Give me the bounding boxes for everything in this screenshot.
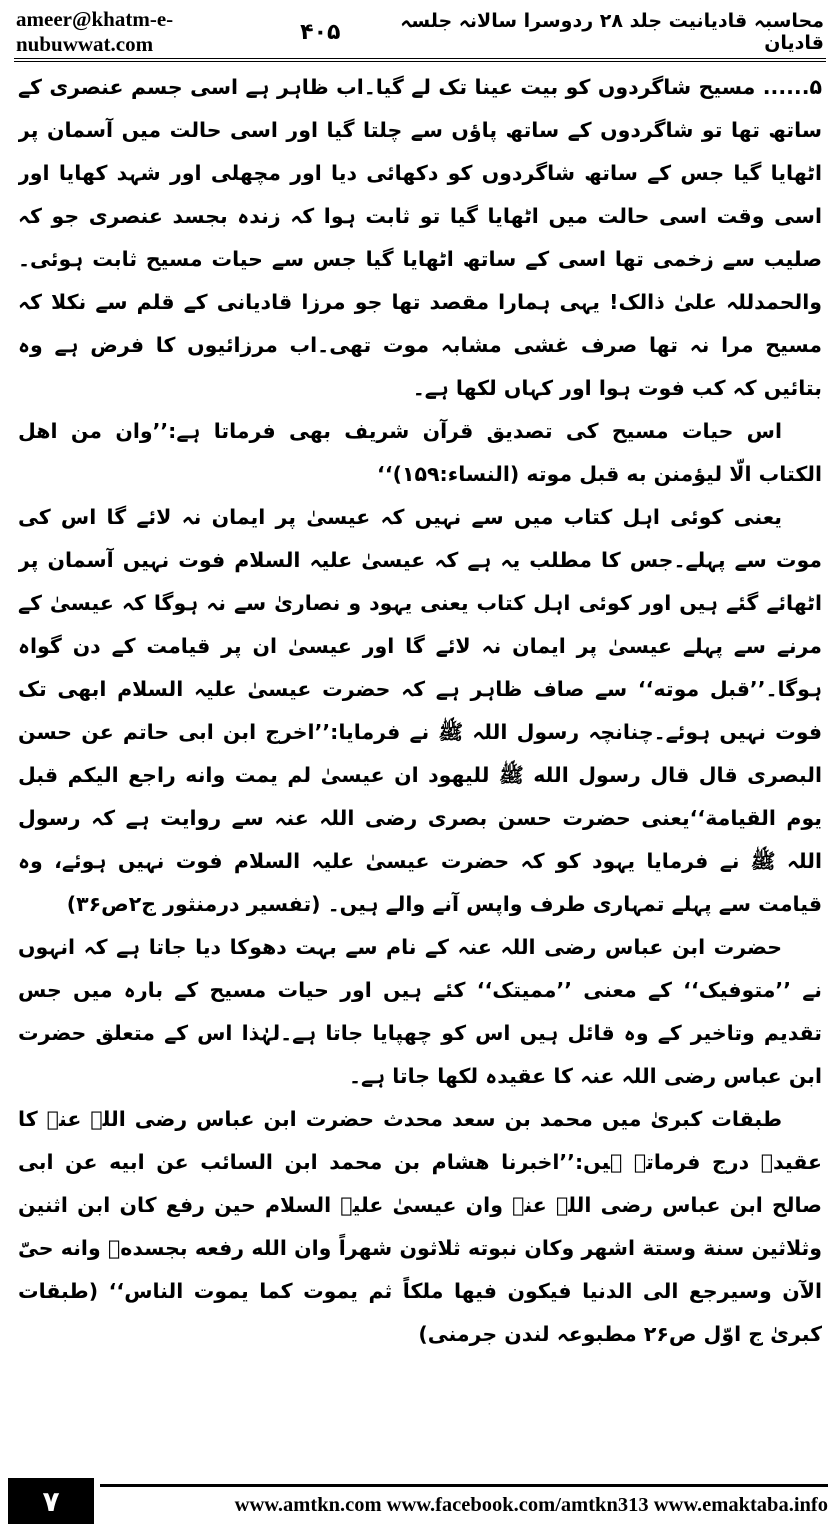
paragraph-1: ۵...... مسیح شاگردوں کو بیت عینا تک لے گیا۔اب ظاہر ہے اسی جسم عنصری کے ساتھ تھا تو شاگردوں کے ساتھ پاؤں سے چلتا گیا اور اسی حالت میں آسمان پر اٹھایا گیا جس کے ساتھ شاگردوں کو دکھائی دیا اور مچھلی اور شہد کھایا اور اسی وقت اسی حالت میں اٹھایا گیا تو ثابت ہوا کہ زندہ بجسد عنصری جو کہ صلیب سے زخمی تھا اسی کے ساتھ اٹھایا گیا جس سے حیات مسیح ثابت ہوئی۔ والحمدللہ علیٰ ذالک! یہی ہمارا مقصد تھا جو مرزا قادیانی کے قلم سے نکلا کہ مسیح مرا نہ تھا صرف غشی مشابہ موت تھی۔اب مرزائیوں کا فرض ہے وہ بتائیں کہ کب فوت ہوا اور کہاں لکھا ہے۔ xyxy=(18,75,822,400)
page-number: ۴۰۵ xyxy=(300,19,341,45)
paragraph-3: یعنی کوئی اہل کتاب میں سے نہیں کہ عیسیٰ پر ایمان نہ لائے گا اس کی موت سے پہلے۔جس کا مطلب یہ ہے کہ عیسیٰ علیہ السلام فوت نہیں آسمان پر اٹھائے گئے ہیں اور کوئی اہل کتاب یعنی یہود و نصاریٰ سے نہ ہوگا کہ عیسیٰ کے مرنے سے پہلے عیسیٰ پر ایمان نہ لائے گا اور عیسیٰ ان پر قیامت کے دن گواہ ہوگا۔’’قبل موته‘‘ سے صاف ظاہر ہے کہ حضرت عیسیٰ علیہ السلام ابھی تک فوت نہیں ہوئے۔چنانچہ رسول اللہ ﷺ نے فرمایا:’’اخرج ابن ابی حاتم عن حسن البصری قال قال رسول الله ﷺ للیهود ان عیسیٰ لم یمت وانه راجع الیکم قبل یوم القیامة‘‘یعنی حضرت حسن بصری رضی اللہ عنہ سے روایت ہے کہ رسول اللہ ﷺ نے فرمایا یہود کو کہ حضرت عیسیٰ علیہ السلام فوت نہیں ہوئے، وہ قیامت سے پہلے تمہاری طرف واپس آنے والے ہیں۔ (تفسیر درمنثور ج۲ص۳۶) xyxy=(18,505,822,916)
footer-page-marker: ۷ xyxy=(8,1478,94,1524)
paragraph-5: طبقات کبریٰ میں محمد بن سعد محدث حضرت ابن عباس رضی اللہ عنہ کا عقیدہ درج فرماتے ہیں:’’اخبرنا هشام بن محمد ابن السائب عن ابیه عن ابی صالح ابن عباس رضی اللہ عنہ وان عیسیٰ علیہ السلام حین رفع کان ابن اثنین وثلاثین سنة وستة اشهر وکان نبوته ثلاثون شهراً وان الله رفعه بجسدهٖ وانه حیّ الآن وسیرجع الی الدنیا فیکون فیها ملکاً ثم یموت کما یموت الناس‘‘ (طبقات کبریٰ ج اوّل ص۲۶ مطبوعہ لندن جرمنی) xyxy=(18,1107,822,1346)
paragraph-4: حضرت ابن عباس رضی اللہ عنہ کے نام سے بہت دھوکا دیا جاتا ہے کہ انہوں نے ’’متوفیک‘‘ کے معنی ’’ممیتک‘‘ کئے ہیں اور حیات مسیح کے بارہ میں جس تقدیم وتاخیر کے وہ قائل ہیں اس کو چھپایا جاتا ہے۔لہٰذا اس کے متعلق حضرت ابن عباس رضی اللہ عنہ کا عقیدہ لکھا جاتا ہے۔ xyxy=(18,935,822,1088)
header-email: ameer@khatm-e-nubuwwat.com xyxy=(16,7,174,56)
footer-links: www.amtkn.com www.facebook.com/amtkn313 www.emaktaba.info xyxy=(234,1494,828,1516)
header-right xyxy=(300,10,824,54)
footer-rule xyxy=(100,1484,828,1487)
page-header xyxy=(16,8,824,56)
body-text xyxy=(18,66,822,1466)
header-rule xyxy=(14,58,826,62)
paragraph-2: اس حیات مسیح کی تصدیق قرآن شریف بھی فرماتا ہے:’’وان من اھل الکتاب الّا لیؤمنن به قبل موته (النساء:۱۵۹)‘‘ xyxy=(18,419,822,486)
header-title: محاسبہ قادیانیت جلد ۲۸ ردوسرا سالانہ جلسہ قادیان xyxy=(400,10,824,54)
page-footer xyxy=(0,1476,840,1532)
